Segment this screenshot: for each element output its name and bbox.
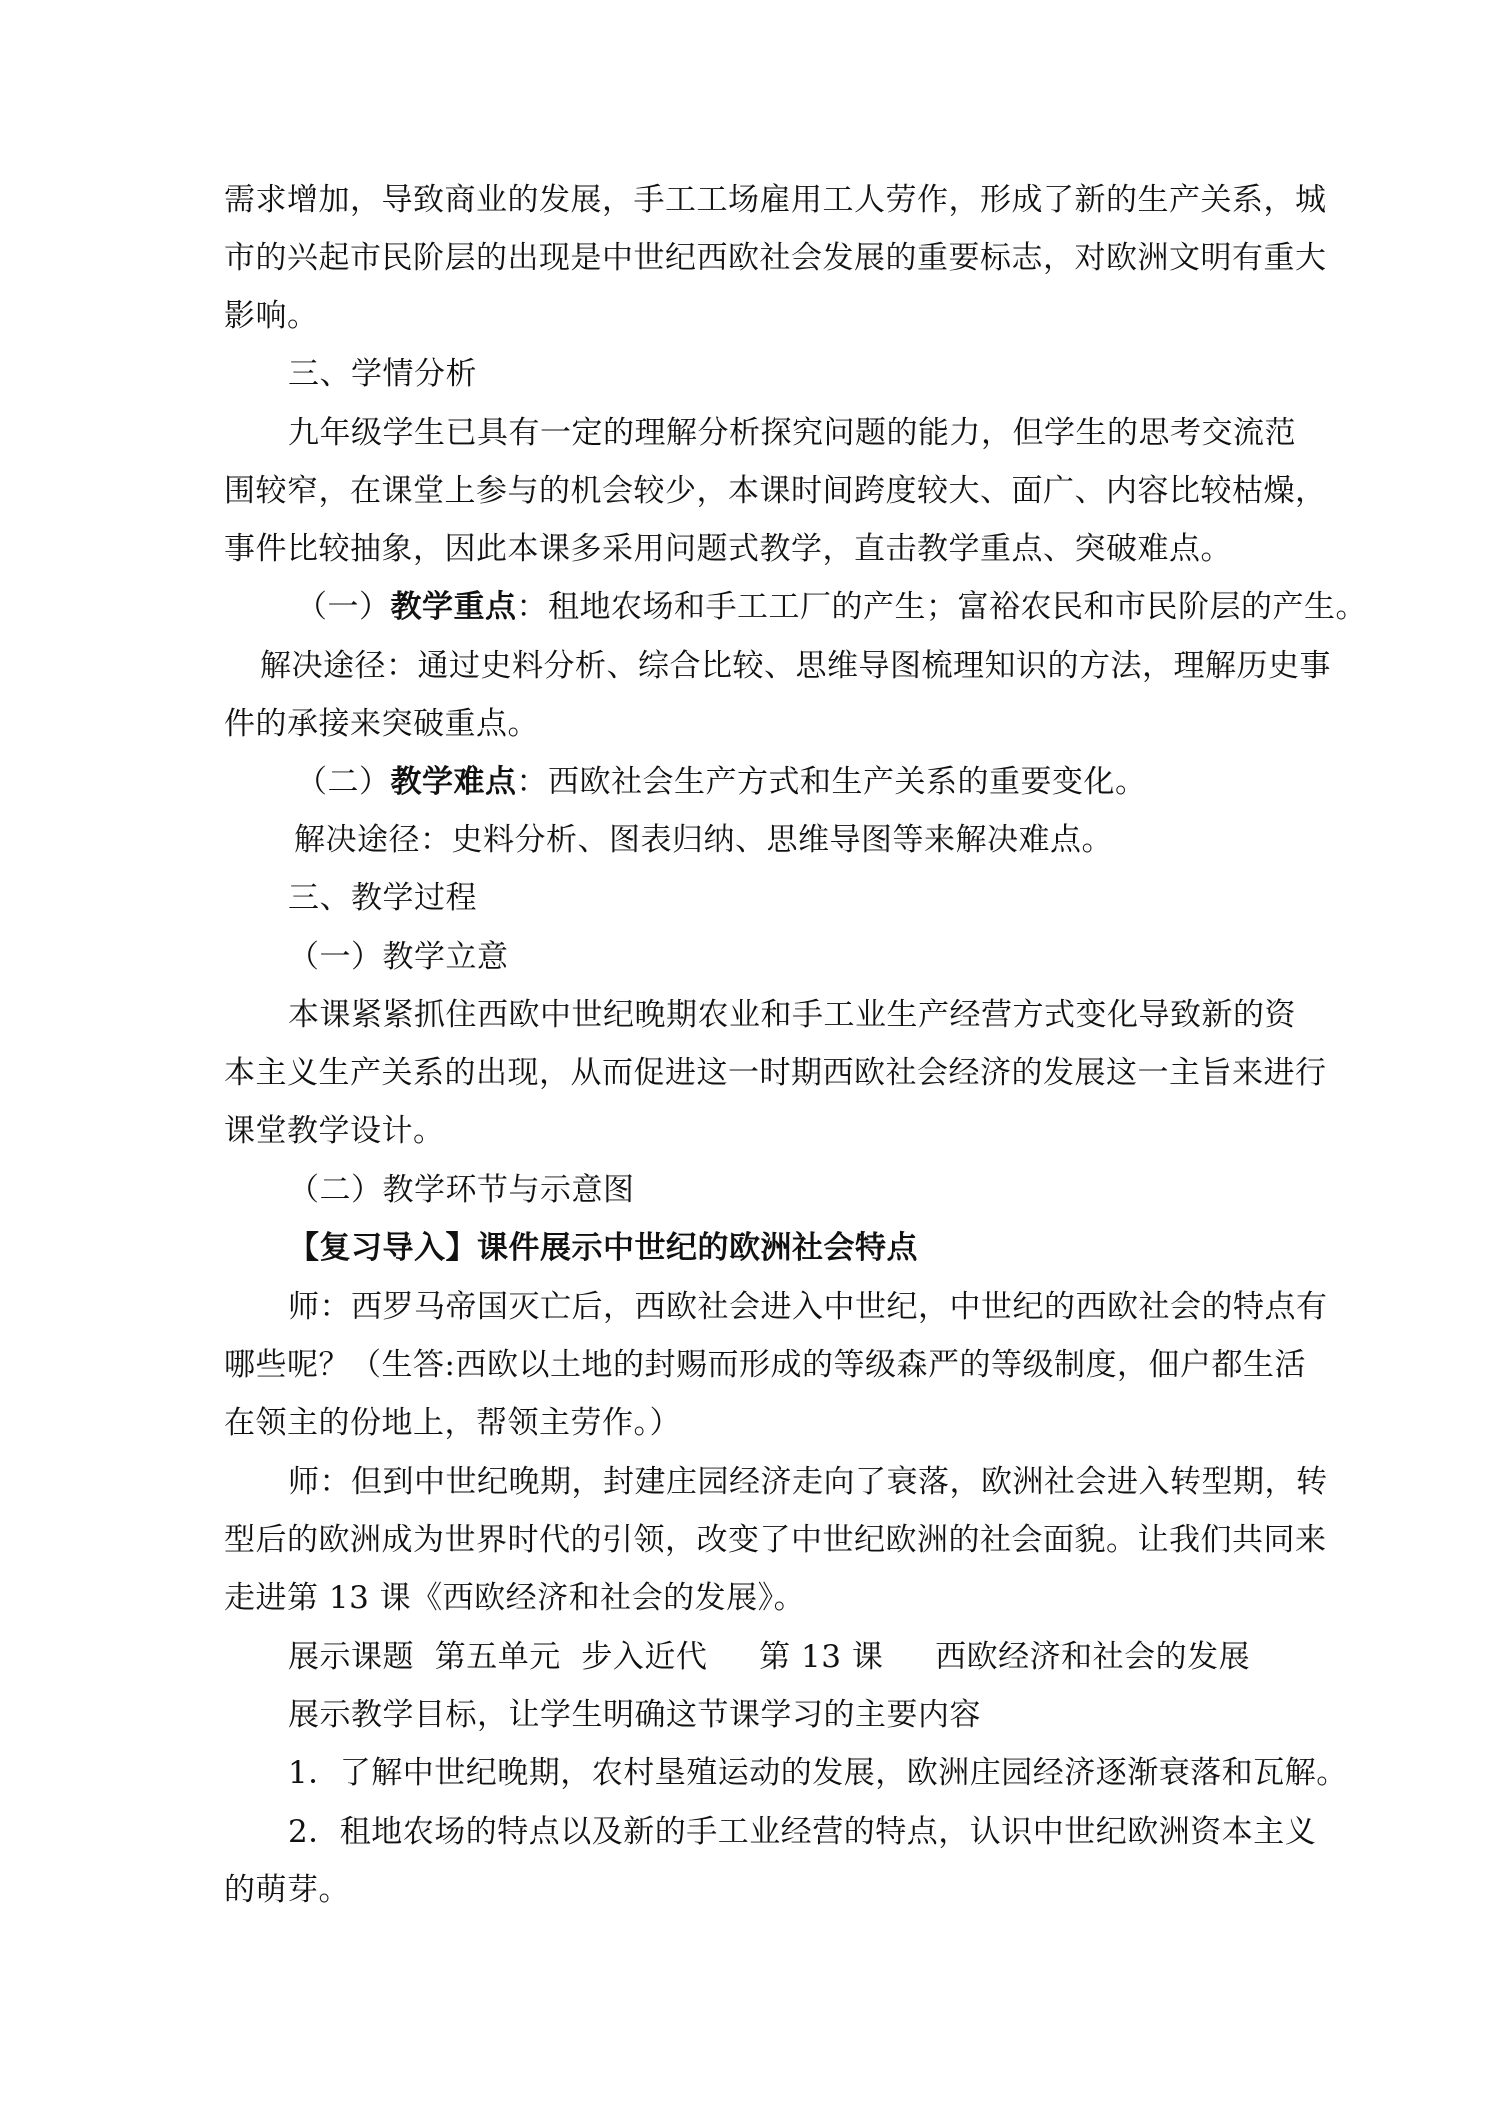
key-point-prefix: （一） <box>296 589 391 625</box>
paragraph-line: 解决途径：通过史料分析、综合比较、思维导图梳理知识的方法，理解历史事 <box>260 648 1331 684</box>
section-heading-xueqing: 三、学情分析 <box>288 356 477 392</box>
difficulty-line <box>296 762 1147 802</box>
paragraph-line: 九年级学生已具有一定的理解分析探究问题的能力，但学生的思考交流范 <box>288 415 1296 451</box>
paragraph-line: 件的承接来突破重点。 <box>224 706 539 742</box>
paragraph-line: 市的兴起市民阶层的出现是中世纪西欧社会发展的重要标志，对欧洲文明有重大 <box>224 240 1327 276</box>
key-point-label: 教学重点 <box>390 589 517 625</box>
difficulty-label: 教学难点 <box>390 764 517 800</box>
paragraph-line: 在领主的份地上，帮领主劳作。） <box>224 1405 681 1441</box>
paragraph-line: 围较窄，在课堂上参与的机会较少，本课时间跨度较大、面广、内容比较枯燥， <box>224 473 1327 509</box>
objective-item-2: 2．租地农场的特点以及新的手工业经营的特点，认识中世纪欧洲资本主义 <box>288 1814 1317 1850</box>
paragraph-line: 展示教学目标，让学生明确这节课学习的主要内容 <box>288 1697 981 1733</box>
paragraph-line: 本课紧紧抓住西欧中世纪晚期农业和手工业生产经营方式变化导致新的资 <box>288 997 1296 1033</box>
paragraph-line: 需求增加，导致商业的发展，手工工场雇用工人劳作，形成了新的生产关系，城 <box>224 182 1327 218</box>
paragraph-line: 走进第 13 课《西欧经济和社会的发展》。 <box>224 1580 806 1616</box>
paragraph-line: 本主义生产关系的出现，从而促进这一时期西欧社会经济的发展这一主旨来进行 <box>224 1055 1327 1091</box>
key-point-text: ：租地农场和手工工厂的产生；富裕农民和市民阶层的产生。 <box>516 589 1367 625</box>
review-intro-title: 【复习导入】课件展示中世纪的欧洲社会特点 <box>288 1230 918 1266</box>
section-heading-guocheng: 三、教学过程 <box>288 880 477 916</box>
objective-item-1: 1．了解中世纪晚期，农村垦殖运动的发展，欧洲庄园经济逐渐衰落和瓦解。 <box>288 1755 1348 1791</box>
paragraph-line: 解决途径：史料分析、图表归纳、思维导图等来解决难点。 <box>294 822 1113 858</box>
paragraph-line: 的萌芽。 <box>224 1872 350 1908</box>
key-point-line <box>296 587 1367 627</box>
lesson-title-line: 展示课题 第五单元 步入近代 第 13 课 西欧经济和社会的发展 <box>288 1639 1251 1675</box>
paragraph-line: 哪些呢？（生答:西欧以土地的封赐而形成的等级森严的等级制度，佃户都生活 <box>224 1347 1306 1383</box>
paragraph-line: 课堂教学设计。 <box>224 1113 445 1149</box>
difficulty-text: ：西欧社会生产方式和生产关系的重要变化。 <box>516 764 1147 800</box>
paragraph-line: 事件比较抽象，因此本课多采用问题式教学，直击教学重点、突破难点。 <box>224 531 1232 567</box>
subsection-heading-liyi: （一）教学立意 <box>288 939 509 975</box>
paragraph-line: 师：西罗马帝国灭亡后，西欧社会进入中世纪，中世纪的西欧社会的特点有 <box>288 1289 1328 1325</box>
paragraph-line: 师：但到中世纪晚期，封建庄园经济走向了衰落，欧洲社会进入转型期，转 <box>288 1464 1328 1500</box>
paragraph-line: 型后的欧洲成为世界时代的引领，改变了中世纪欧洲的社会面貌。让我们共同来 <box>224 1522 1327 1558</box>
subsection-heading-huanjie: （二）教学环节与示意图 <box>288 1172 635 1208</box>
paragraph-line: 影响。 <box>224 298 319 334</box>
difficulty-prefix: （二） <box>296 764 391 800</box>
